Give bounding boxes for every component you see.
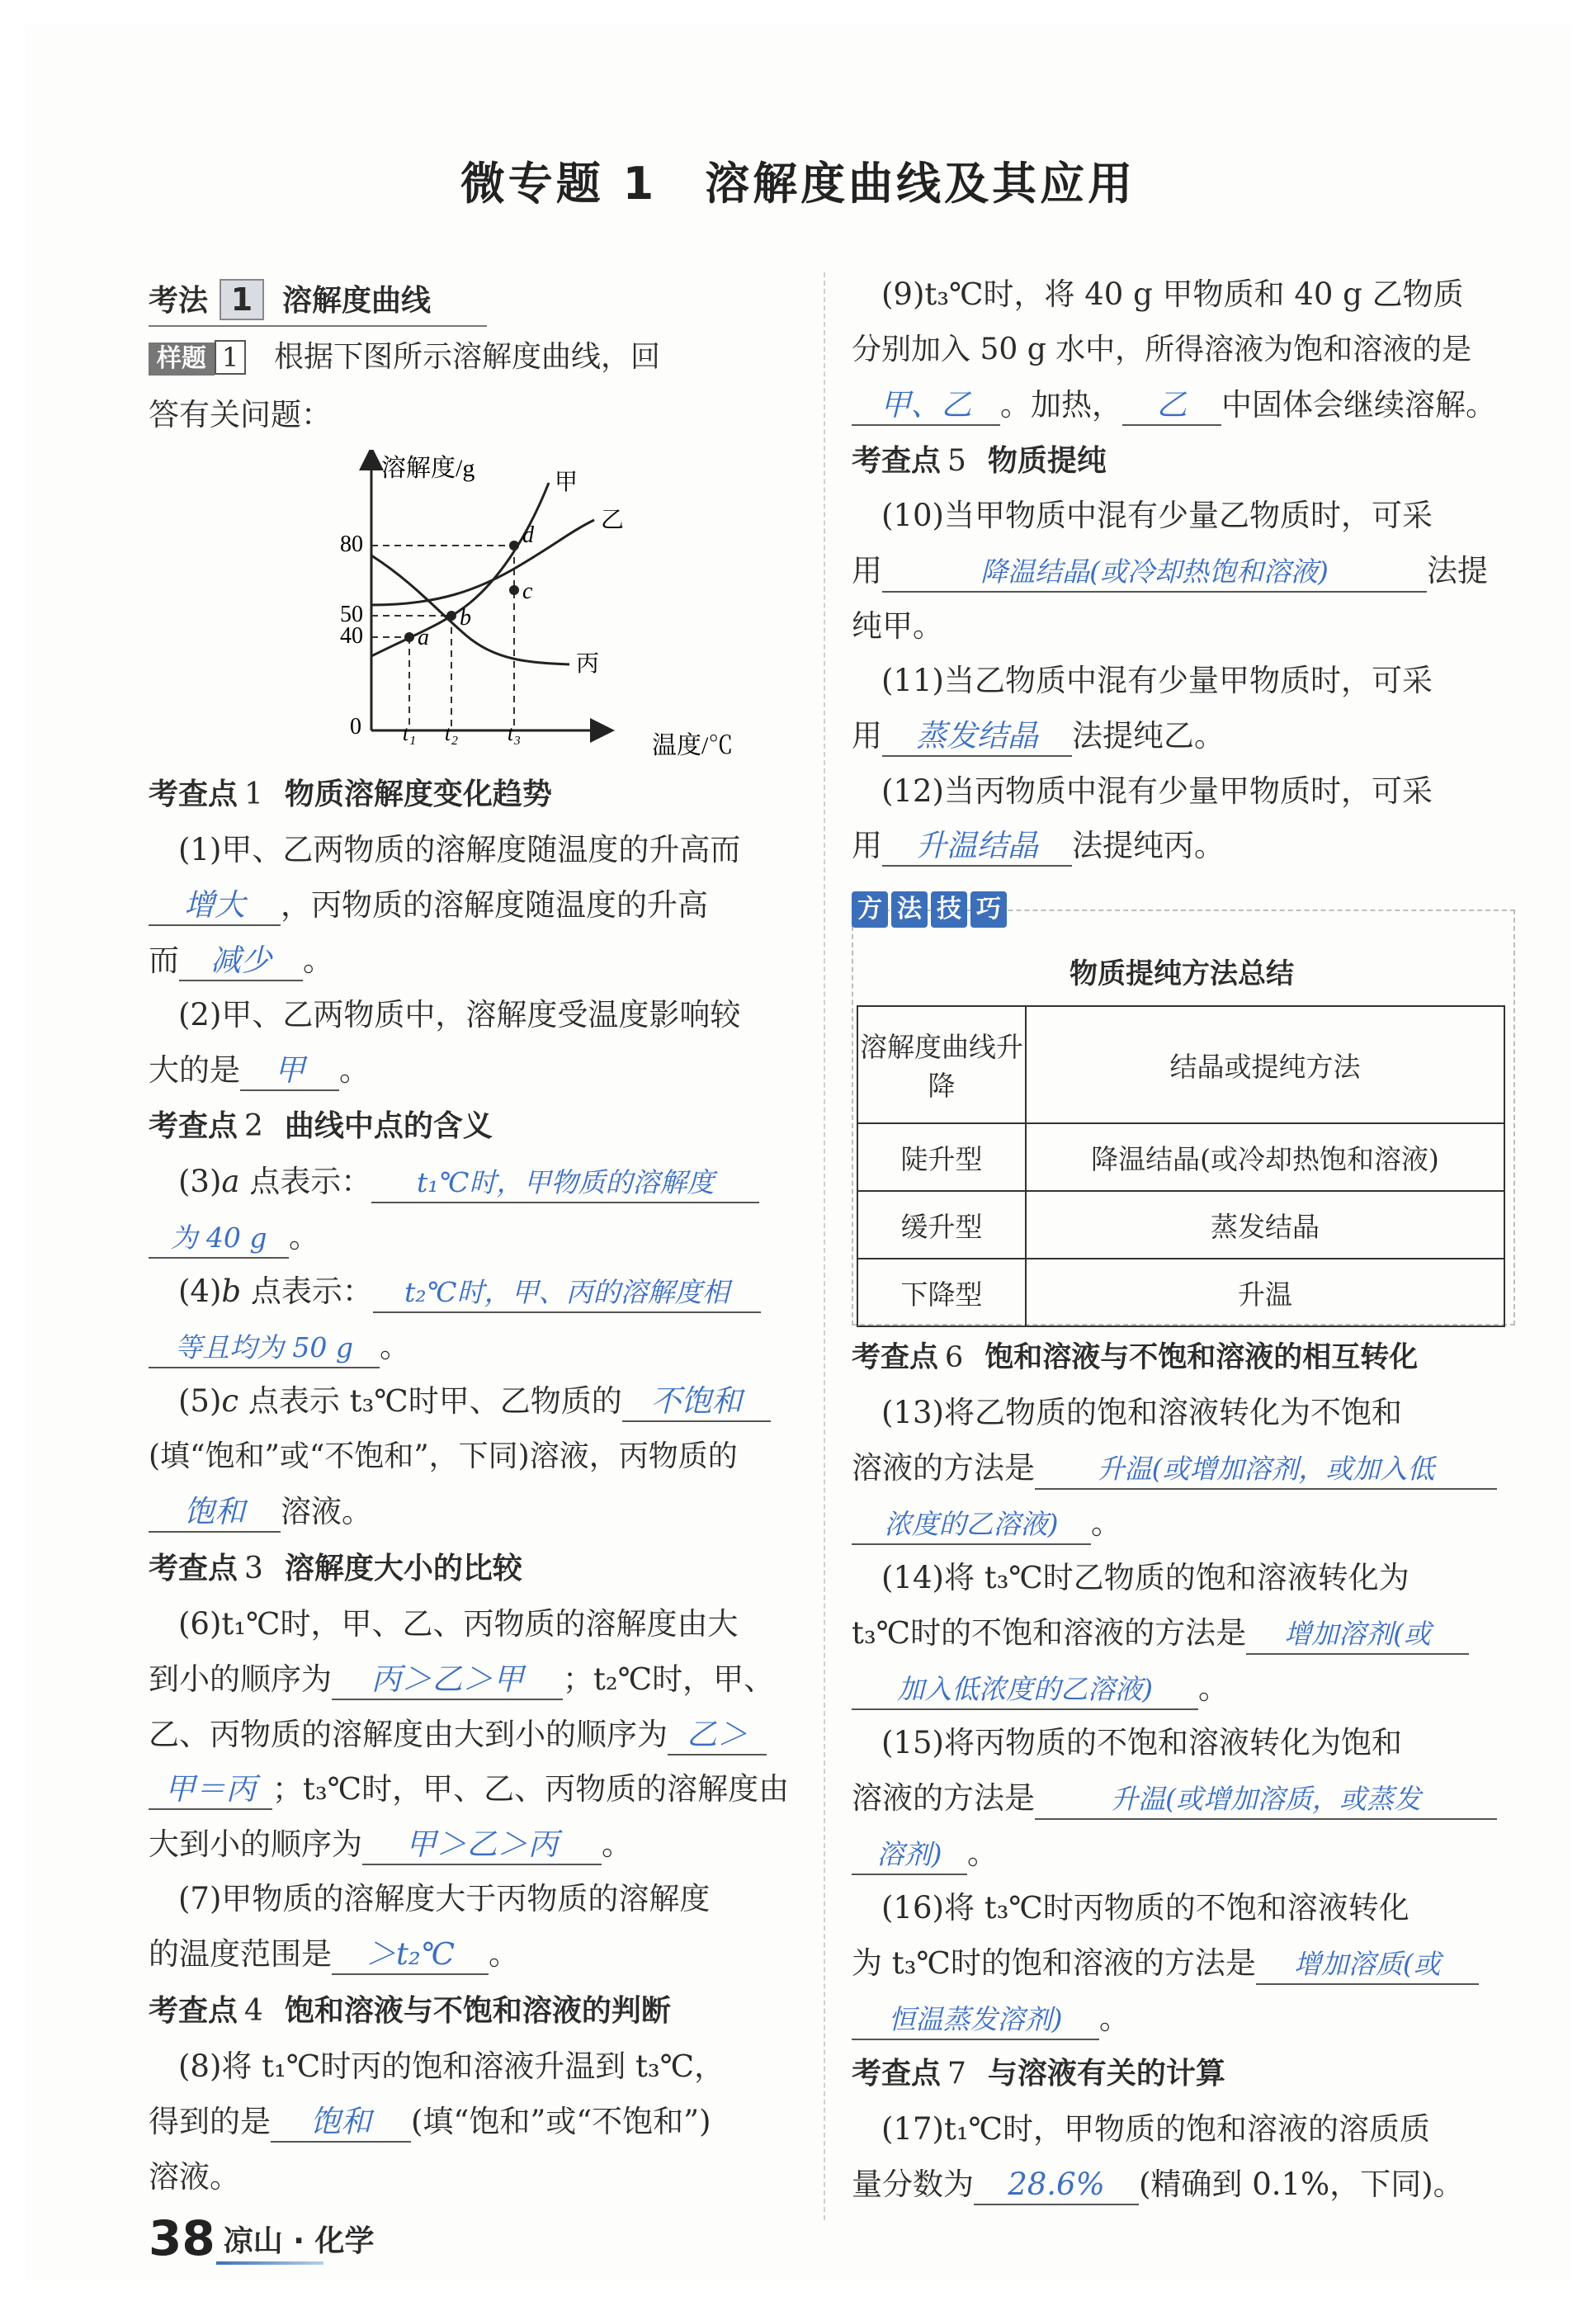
answer-4b: 等且均为 50 g: [149, 1329, 380, 1368]
example-tag: 样题: [149, 343, 215, 376]
section-7-heading: 考查点 7 与溶液有关的计算: [852, 2057, 1225, 2091]
q4-line-1: (4)b 点表示： t₂℃时，甲、丙的溶解度相: [149, 1271, 761, 1313]
footer-text: 凉山 · 化学: [223, 2223, 375, 2258]
point-label-c: c: [522, 579, 533, 604]
q5-line-1: (5)c 点表示 t₃℃时甲、乙物质的 不饱和: [149, 1381, 771, 1422]
q15-line-3: 溶剂) 。: [852, 1833, 998, 1875]
answer-6b: 乙＞: [668, 1716, 767, 1755]
q6-line-4: 甲＝丙 ；t₃℃时，甲、乙、丙物质的溶解度由: [149, 1769, 789, 1810]
point-b: [446, 611, 456, 621]
answer-3a: t₁℃时，甲物质的溶解度: [371, 1164, 759, 1203]
q12-line-1: (12)当丙物质中混有少量甲物质时，可采: [881, 773, 1433, 809]
page-number: 38: [149, 2210, 215, 2266]
x-tick-t2: t₂: [444, 721, 459, 745]
point-d: [509, 541, 519, 551]
example-number: 1: [215, 340, 246, 375]
q6-line-2: 到小的顺序为 丙＞乙＞甲 ；t₂℃时，甲、: [149, 1659, 774, 1700]
q9-line-1: (9)t₃℃时，将 40 g 甲物质和 40 g 乙物质: [881, 276, 1464, 312]
q5-line-3: 饱和 溶液。: [149, 1491, 372, 1533]
q1-line-2: 增大 ，丙物质的溶解度随温度的升高: [149, 885, 708, 926]
answer-2: 甲: [240, 1051, 339, 1091]
q15-line-2: 溶液的方法是 升温(或增加溶质，或蒸发: [852, 1778, 1497, 1820]
x-axis-label: 温度/℃: [652, 732, 734, 759]
section-1-heading: 考查点 1 物质溶解度变化趋势: [149, 777, 552, 811]
page-footer: [149, 2210, 374, 2266]
section-2-heading: 考查点 2 曲线中点的含义: [149, 1109, 493, 1143]
point-a: [404, 632, 414, 642]
q9-line-2: 分别加入 50 g 水中，所得溶液为饱和溶液的是: [852, 333, 1472, 366]
answer-14a: 增加溶剂(或: [1246, 1615, 1469, 1655]
kaofa-prefix: 考法: [149, 284, 209, 318]
page-title: 微专题 1 溶解度曲线及其应用: [460, 158, 1136, 210]
section-3-heading: 考查点 3 溶解度大小的比较: [149, 1552, 522, 1585]
q10-line-2: 用 降温结晶(或冷却热饱和溶液) 法提: [852, 551, 1488, 593]
section-6-heading: 考查点 6 饱和溶液与不饱和溶液的相互转化: [852, 1341, 1419, 1374]
answer-8: 饱和: [271, 2103, 411, 2143]
y-tick-50: 50: [340, 602, 363, 627]
q17-line-2: 量分数为 28.6% (精确到 0.1%，下同)。: [852, 2164, 1464, 2205]
point-label-b: b: [460, 605, 471, 631]
kaofa-label: 溶解度曲线: [282, 284, 432, 318]
answer-6a: 丙＞乙＞甲: [332, 1661, 563, 1700]
answer-7: ＞t₂℃: [332, 1935, 489, 1975]
q1-line-1: (1)甲、乙两物质的溶解度随温度的升高而: [178, 832, 741, 867]
y-axis-label: 溶解度/g: [381, 455, 475, 482]
q8-line-1: (8)将 t₁℃时丙的饱和溶液升温到 t₃℃，: [178, 2048, 725, 2084]
answer-1a: 增大: [149, 886, 281, 926]
q6-line-3: 乙、丙物质的溶解度由大到小的顺序为 乙＞: [149, 1714, 767, 1755]
answer-12: 升温结晶: [882, 827, 1072, 867]
section-4-heading: 考查点 4 饱和溶液与不饱和溶液的判断: [149, 1994, 671, 2028]
point-c: [509, 585, 519, 595]
answer-9b: 乙: [1122, 386, 1221, 426]
answer-16b: 恒温蒸发溶剂): [852, 2001, 1099, 2040]
table-row: 缓升型 蒸发结晶: [857, 1191, 1504, 1259]
table-head-left: 溶解度曲线升降: [857, 1006, 1026, 1123]
q5-line-2: (填“饱和”或“不饱和”，下同)溶液，丙物质的: [149, 1439, 738, 1473]
q14-line-3: 加入低浓度的乙溶液) 。: [852, 1668, 1229, 1710]
q10-line-1: (10)当甲物质中混有少量乙物质时，可采: [881, 498, 1433, 533]
purification-table: [857, 1005, 1505, 1327]
q16-line-3: 恒温蒸发溶剂) 。: [852, 1998, 1130, 2040]
q17-line-1: (17)t₁℃时，甲物质的饱和溶液的溶质质: [881, 2111, 1431, 2147]
y-tick-80: 80: [340, 532, 363, 557]
answer-4a: t₂℃时，甲、丙的溶解度相: [373, 1273, 761, 1313]
answer-17: 28.6%: [974, 2166, 1139, 2205]
answer-3b: 为 40 g: [149, 1219, 289, 1259]
answer-15a: 升温(或增加溶质，或蒸发: [1035, 1780, 1497, 1820]
table-row: 下降型 升温: [857, 1259, 1504, 1326]
answer-14b: 加入低浓度的乙溶液): [852, 1670, 1198, 1710]
answer-13b: 浓度的乙溶液): [852, 1505, 1091, 1545]
example-text-1: 根据下图所示溶解度曲线，回: [274, 340, 661, 374]
example-line-2: 答有关问题：: [149, 397, 332, 432]
q16-line-2: 为 t₃℃时的饱和溶液的方法是 增加溶质(或: [852, 1943, 1479, 1985]
solubility-chart: [322, 450, 784, 763]
answer-13a: 升温(或增加溶剂，或加入低: [1035, 1450, 1497, 1490]
x-tick-t3: t₃: [507, 721, 522, 745]
q3-line-2: 为 40 g 。: [149, 1217, 319, 1259]
q6-line-5: 大到小的顺序为 甲＞乙＞丙 。: [149, 1824, 632, 1865]
tips-title: 物质提纯方法总结: [1070, 957, 1294, 990]
q16-line-1: (16)将 t₃℃时丙物质的不饱和溶液转化: [881, 1890, 1409, 1926]
q15-line-1: (15)将丙物质的不饱和溶液转化为饱和: [881, 1725, 1402, 1760]
section-5-heading: 考查点 5 物质提纯: [852, 444, 1107, 478]
kaofa-number: 1: [220, 279, 264, 320]
q6-line-1: (6)t₁℃时，甲、乙、丙物质的溶解度由大: [178, 1606, 739, 1642]
x-tick-t1: t₁: [402, 721, 417, 745]
q13-line-3: 浓度的乙溶液) 。: [852, 1503, 1121, 1545]
q2-line-1: (2)甲、乙两物质中，溶解度受温度影响较: [178, 997, 741, 1033]
q1-line-3: 而 减少 。: [149, 940, 333, 981]
q14-line-2: t₃℃时的不饱和溶液的方法是 增加溶剂(或: [852, 1613, 1469, 1655]
table-head-right: 结晶或提纯方法: [1026, 1006, 1504, 1123]
answer-5a: 不饱和: [622, 1382, 771, 1422]
answer-15b: 溶剂): [852, 1836, 967, 1875]
footer-accent-bar: [216, 2261, 323, 2265]
series-label-jia: 甲: [555, 470, 578, 495]
q13-line-2: 溶液的方法是 升温(或增加溶剂，或加入低: [852, 1448, 1497, 1490]
kaofa-heading: [149, 279, 431, 324]
q7-line-2: 的温度范围是 ＞t₂℃ 。: [149, 1934, 519, 1975]
q8-line-3: 溶液。: [149, 2159, 240, 2195]
answer-9a: 甲、乙: [852, 386, 1000, 426]
answer-11: 蒸发结晶: [882, 717, 1072, 757]
point-label-d: d: [522, 522, 534, 548]
answer-5b: 饱和: [149, 1493, 281, 1533]
kaofa-rule: [149, 325, 487, 327]
q14-line-1: (14)将 t₃℃时乙物质的饱和溶液转化为: [881, 1560, 1409, 1595]
q2-line-2: 大的是 甲 。: [149, 1050, 370, 1091]
column-divider: [824, 272, 825, 2220]
answer-6d: 甲＞乙＞丙: [362, 1826, 602, 1865]
q7-line-1: (7)甲物质的溶解度大于丙物质的溶解度: [178, 1881, 711, 1916]
answer-1b: 减少: [179, 942, 303, 981]
q11-line-1: (11)当乙物质中混有少量甲物质时，可采: [881, 663, 1433, 698]
q4-line-2: 等且均为 50 g 。: [149, 1326, 410, 1368]
answer-16a: 增加溶质(或: [1256, 1945, 1479, 1985]
q3-line-1: (3)a 点表示： t₁℃时，甲物质的溶解度: [149, 1161, 759, 1203]
table-row: 陡升型 降温结晶(或冷却热饱和溶液): [857, 1123, 1504, 1191]
answer-10: 降温结晶(或冷却热饱和溶液): [882, 553, 1427, 593]
q9-line-3: 甲、乙 。加热， 乙 中固体会继续溶解。: [852, 385, 1496, 426]
q12-line-2: 用 升温结晶 法提纯丙。: [852, 825, 1225, 867]
q11-line-2: 用 蒸发结晶 法提纯乙。: [852, 716, 1225, 757]
origin-label: 0: [350, 714, 361, 740]
q13-line-1: (13)将乙物质的饱和溶液转化为不饱和: [881, 1395, 1402, 1430]
tips-badge: 方 法 技 巧: [852, 891, 1007, 928]
q10-line-3: 纯甲。: [852, 608, 943, 644]
example-line-1: [149, 337, 660, 378]
series-label-yi: 乙: [601, 508, 625, 533]
answer-6c: 甲＝丙: [149, 1770, 272, 1810]
chart-svg: [322, 450, 784, 763]
page: [25, 25, 1571, 2281]
series-label-bing: 丙: [576, 651, 600, 677]
q8-line-2: 得到的是 饱和 (填“饱和”或“不饱和”): [149, 2101, 711, 2143]
point-label-a: a: [418, 625, 429, 650]
y-tick-40: 40: [340, 623, 363, 649]
